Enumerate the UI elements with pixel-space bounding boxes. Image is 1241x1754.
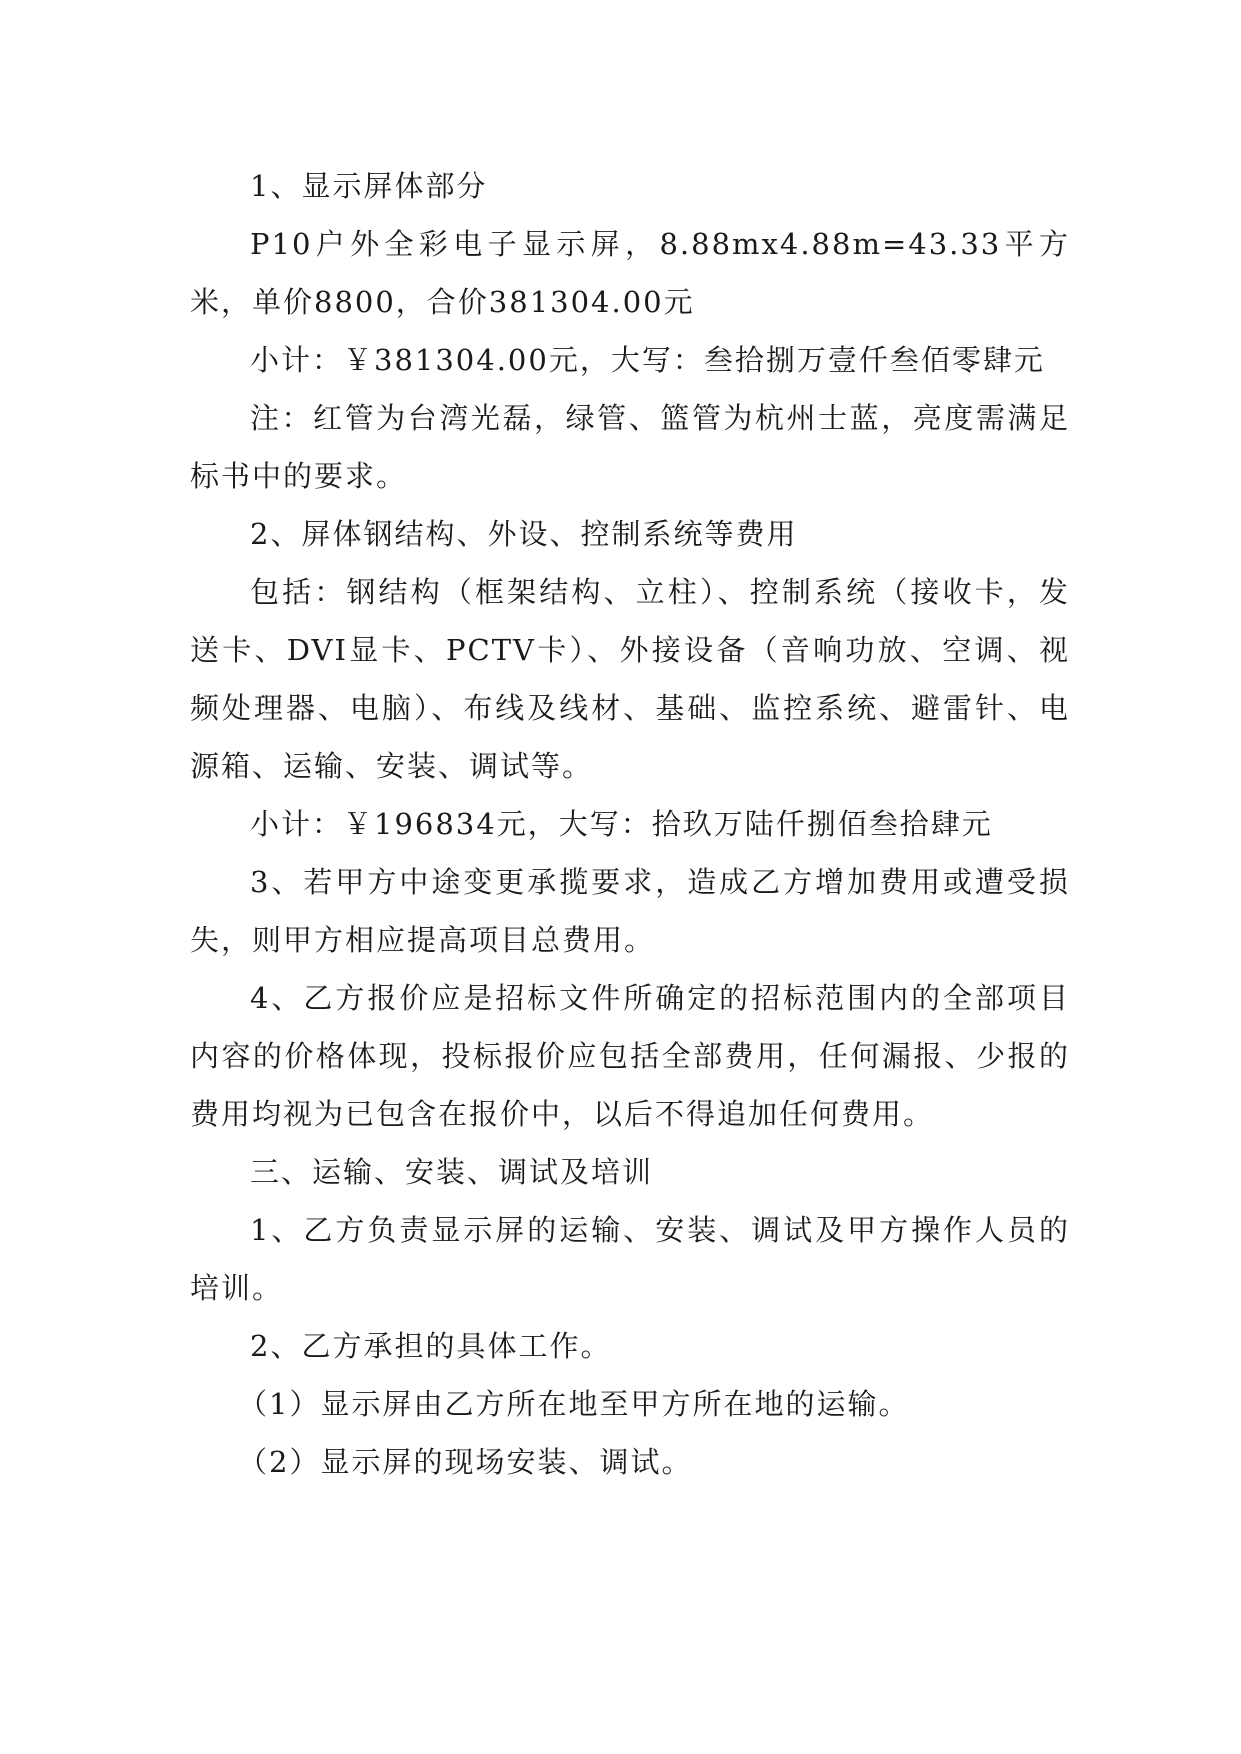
paragraph-display-spec: P10户外全彩电子显示屏，8.88mx4.88m=43.33平方米，单价8800，合价381304.00元 <box>190 227 1070 319</box>
paragraph-includes: 包括：钢结构（框架结构、立柱）、控制系统（接收卡，发送卡、DVI显卡、PCTV卡）、外接设备（音响功放、空调、视频处理器、电脑）、布线及线材、基础、监控系统、避雷针、电源箱、运输、安装、调试等。 <box>190 575 1070 783</box>
paragraph-subitem-1: （1）显示屏由乙方所在地至甲方所在地的运输。 <box>238 1387 910 1421</box>
paragraph-subtotal-2: 小计：￥196834元，大写：拾玖万陆仟捌佰叁拾肆元 <box>250 807 993 841</box>
paragraph-subtotal-1: 小计：￥381304.00元，大写：叁拾捌万壹仟叁佰零肆元 <box>250 343 1045 377</box>
paragraph-item-2: 2、乙方承担的具体工作。 <box>250 1329 612 1363</box>
section-heading-structure-costs: 2、屏体钢结构、外设、控制系统等费用 <box>250 517 798 551</box>
paragraph-subitem-2: （2）显示屏的现场安装、调试。 <box>238 1445 693 1479</box>
paragraph-note: 注：红管为台湾光磊，绿管、篮管为杭州士蓝，亮度需满足标书中的要求。 <box>190 401 1070 493</box>
section-heading-transport-install: 三、运输、安装、调试及培训 <box>250 1155 654 1189</box>
section-heading-display-body: 1、显示屏体部分 <box>250 169 488 203</box>
paragraph-clause-4: 4、乙方报价应是招标文件所确定的招标范围内的全部项目内容的价格体现，投标报价应包括全部费用，任何漏报、少报的费用均视为已包含在报价中，以后不得追加任何费用。 <box>190 981 1070 1131</box>
paragraph-clause-3: 3、若甲方中途变更承揽要求，造成乙方增加费用或遭受损失，则甲方相应提高项目总费用。 <box>190 865 1070 957</box>
paragraph-item-1: 1、乙方负责显示屏的运输、安装、调试及甲方操作人员的培训。 <box>190 1213 1070 1305</box>
document-body <box>190 157 1070 1491</box>
